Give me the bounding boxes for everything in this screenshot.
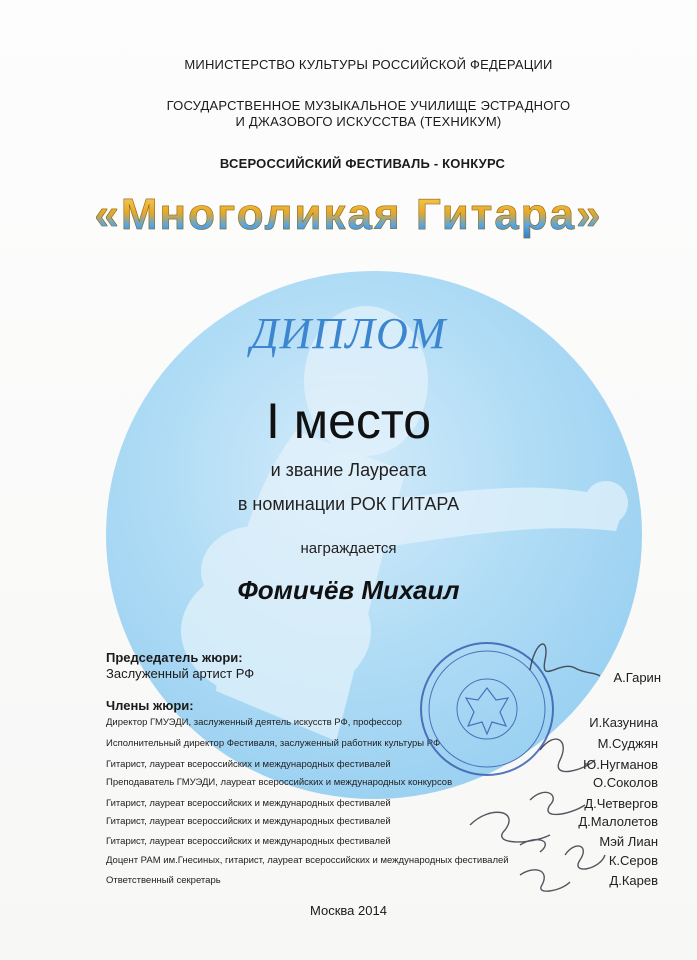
jury-member-position: Директор ГМУЭДИ, заслуженный деятель искусств РФ, профессор: [106, 717, 402, 728]
recipient-name: Фомичёв Михаил: [237, 575, 460, 605]
jury-member-name: Мэй Лиан: [599, 834, 658, 849]
jury-member-name: Д.Четвергов: [584, 796, 658, 811]
jury-member-position: Преподаватель ГМУЭДИ, лауреат всероссийских и международных конкурсов: [106, 777, 453, 788]
festival-name: «Многоликая Гитара»: [0, 190, 697, 240]
jury-member-name: О.Соколов: [593, 775, 658, 790]
place-and-year: Москва 2014: [310, 903, 387, 918]
award-place: I место: [265, 393, 432, 449]
jury-member-position: Гитарист, лауреат всероссийских и международных фестивалей: [106, 816, 391, 827]
jury-member-name: Ю.Нугманов: [583, 757, 658, 772]
jury-member-position: Исполнительный директор Фестиваля, заслуженный работник культуры РФ: [106, 738, 441, 749]
jury-chair-title: Председатель жюри:: [106, 650, 243, 665]
school-title-line1: ГОСУДАРСТВЕННОЕ МУЗЫКАЛЬНОЕ УЧИЛИЩЕ ЭСТРАДНОГО: [166, 98, 571, 113]
award-line-2: в номинации РОК ГИТАРА: [237, 494, 460, 514]
jury-member-position: Ответственный секретарь: [106, 875, 221, 886]
ministry-title: МИНИСТЕРСТВО КУЛЬТУРЫ РОССИЙСКОЙ ФЕДЕРАЦИИ: [184, 57, 553, 72]
jury-member-position: Гитарист, лауреат всероссийских и международных фестивалей: [106, 759, 391, 770]
awarded-label: награждается: [300, 540, 397, 557]
jury-member-position: Доцент РАМ им.Гнесиных, гитарист, лауреат всероссийских и международных фестивалей: [106, 855, 509, 866]
signatures-icon: [410, 630, 640, 900]
festival-heading: ВСЕРОССИЙСКИЙ ФЕСТИВАЛЬ - КОНКУРС: [219, 156, 506, 171]
jury-members-title: Члены жюри:: [106, 698, 194, 713]
jury-member-position: Гитарист, лауреат всероссийских и международных фестивалей: [106, 798, 391, 809]
diploma-title: ДИПЛОМ: [250, 309, 447, 358]
jury-member-name: К.Серов: [608, 853, 658, 868]
jury-member-name: М.Суджян: [597, 736, 658, 751]
jury-member-name: Д.Карев: [609, 873, 658, 888]
jury-chair-position: Заслуженный артист РФ: [106, 666, 255, 681]
jury-member-name: Д.Малолетов: [578, 814, 658, 829]
jury-member-position: Гитарист, лауреат всероссийских и международных фестивалей: [106, 836, 391, 847]
jury-chair-name: А.Гарин: [613, 670, 661, 685]
award-line-1: и звание Лауреата: [270, 460, 427, 480]
jury-member-name: И.Казунина: [589, 715, 658, 730]
school-title-line2: И ДЖАЗОВОГО ИСКУССТВА (ТЕХНИКУМ): [235, 114, 502, 129]
